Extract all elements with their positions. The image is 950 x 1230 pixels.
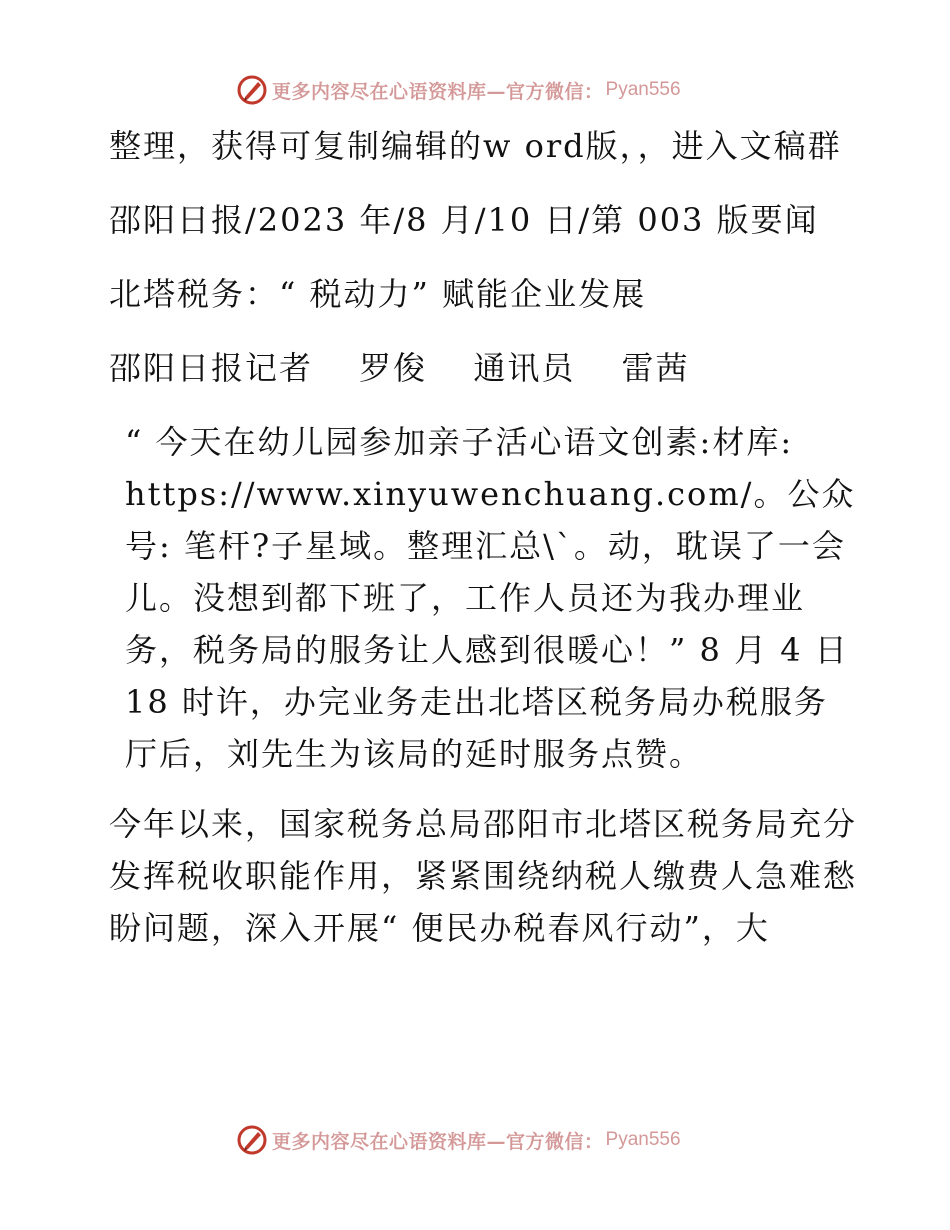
footer-banner-wechat-id: Pyan556 [605,1129,681,1150]
footer-banner-text: 更多内容尽在心语资料库—官方微信： [272,1130,604,1153]
header-banner [236,73,681,107]
paragraph-2: 今年以来，国家税务总局邵阳市北塔区税务局充分发挥税收职能作用，紧紧围绕纳税人缴费人急难愁盼问题，深入开展“ 便民办税春风行动”，大 [109,805,858,947]
pen-circle-icon [236,1124,268,1156]
pen-circle-icon [236,74,268,106]
header-banner-wechat-id: Pyan556 [605,79,681,100]
intro-text: 整理，获得可复制编辑的w ord版，，进入文稿群 [109,127,842,165]
paragraph-1: “ 今天在幼儿园参加亲子活心语文创素:材库: https://www.xinyuwenchuang.com/。公众号: 笔杆?子星域。整理汇总\`。动，耽误了一会儿。没想到都下班了，工作人员还为我办理业务，税务局的服务让人感到很暖心！” 8 月 4 日 18 时许，办完业务走出北塔区税务局办税服务厅后，刘先生为该局的延时服务点赞。 [125,423,856,773]
header-banner-text: 更多内容尽在心语资料库—官方微信： [272,80,604,103]
source-line: 邵阳日报/2023 年/8 月/10 日/第 003 版要闻 [109,201,819,239]
headline: 北塔税务：“ 税动力” 赋能企业发展 [109,275,647,313]
byline: 邵阳日报记者 罗俊 通讯员 雷茜 [109,349,690,387]
article-body [97,120,857,954]
footer-banner [236,1123,681,1157]
